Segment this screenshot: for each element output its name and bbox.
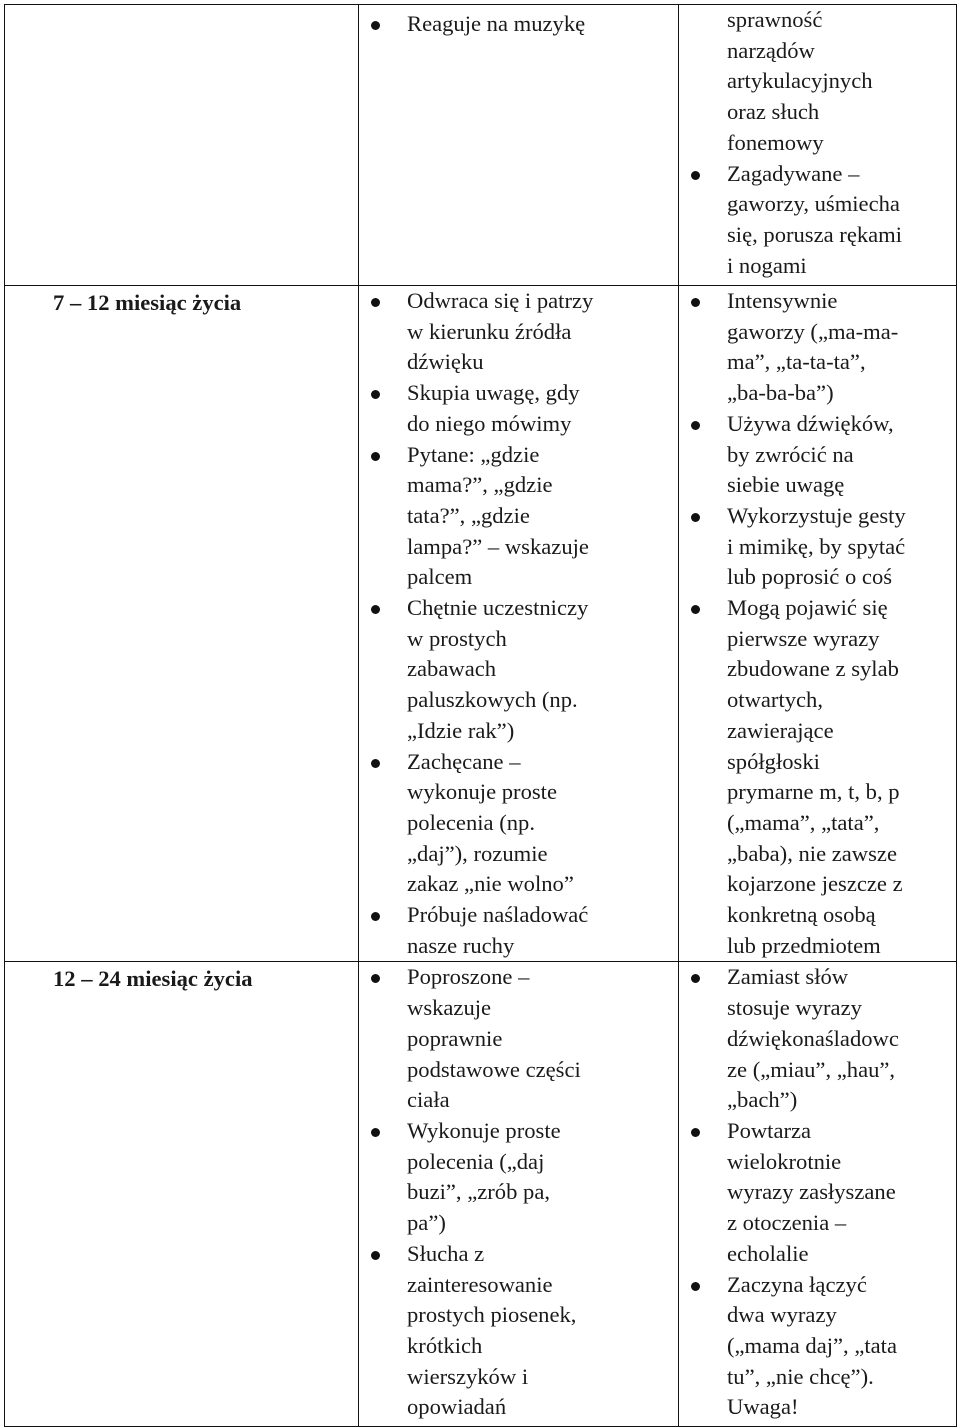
bullet-icon [371, 605, 380, 614]
text-line: kojarzone jeszcze z [727, 871, 903, 897]
text-line: Zagadywane – [727, 160, 860, 186]
text-line: by zwrócić na [727, 441, 854, 467]
text-line: fonemowy [727, 129, 824, 155]
text-line: stosuje wyrazy [727, 995, 862, 1021]
text-line: sprawność [727, 7, 823, 32]
text-line: wielokrotnie [727, 1148, 842, 1174]
text-line: tata?”, „gdzie [407, 502, 530, 528]
list-item [359, 9, 678, 40]
text-line: zbudowane z sylab [727, 656, 899, 682]
text-line: siebie uwagę [727, 472, 845, 498]
text-line: Słucha z [407, 1240, 485, 1266]
text-line: mama?”, „gdzie [407, 472, 553, 498]
text-line: nasze ruchy [407, 932, 515, 958]
list-item [679, 409, 956, 501]
text-line: gaworzy, uśmiecha [727, 191, 900, 217]
text-line: do niego mówimy [407, 410, 572, 436]
text-line: narządów [727, 37, 815, 63]
bullet-icon [691, 421, 700, 430]
bullet-icon [691, 1282, 700, 1291]
list-item [359, 962, 678, 1116]
text-line: zakaz „nie wolno” [407, 871, 574, 897]
text-line: Zachęcane – [407, 748, 521, 774]
text-line: Mogą pojawić się [727, 595, 888, 621]
text-line: („mama”, „tata”, [727, 809, 880, 835]
text-line: Uwaga! [727, 1394, 799, 1420]
text-line: artykulacyjnych [727, 68, 873, 94]
text-line: („mama daj”, „tata [727, 1332, 897, 1358]
age-label: 7 – 12 miesiąc życia [53, 290, 242, 315]
text-line: lub poprosić o coś [727, 564, 893, 590]
bullet-icon [691, 298, 700, 307]
text-line: otwartych, [727, 687, 823, 713]
age-label: 12 – 24 miesiąc życia [53, 966, 253, 992]
text-line: prostych piosenek, [407, 1302, 577, 1328]
text-line: Intensywnie [727, 288, 838, 313]
behaviors-list [359, 286, 678, 961]
text-line: Powtarza [727, 1117, 812, 1143]
speech-list [679, 286, 956, 961]
text-line: się, porusza rękami [727, 221, 903, 247]
bullet-icon [691, 1128, 700, 1137]
list-item [359, 286, 678, 378]
text-line: i mimikę, by spytać [727, 533, 906, 559]
text-line: „Idzie rak”) [407, 717, 515, 743]
text-line: Zaczyna łączyć [727, 1271, 867, 1297]
text-line: podstawowe części [407, 1056, 581, 1082]
speech-intro [679, 5, 956, 159]
bullet-icon [371, 390, 380, 399]
text-line: zainteresowanie [407, 1271, 553, 1297]
text-line: lub przedmiotem [727, 932, 881, 958]
text-line: Skupia uwagę, gdy [407, 380, 580, 406]
text-line: echolalie [727, 1240, 809, 1266]
text-line: poprawnie [407, 1025, 503, 1051]
text-line: „ba-ba-ba”) [727, 380, 834, 406]
speech-cell [679, 962, 957, 1427]
text-line: tu”, „nie chcę”). [727, 1363, 874, 1389]
text-line: paluszkowych (np. [407, 687, 578, 713]
text-line: opowiadań [407, 1394, 507, 1420]
text-line: i nogami [727, 252, 807, 278]
list-item [359, 1239, 678, 1423]
text-line: wyrazy zasłyszane [727, 1179, 896, 1205]
text-line: gaworzy („ma-ma- [727, 318, 899, 344]
list-item [679, 1270, 956, 1424]
list-item [359, 747, 678, 901]
text-line: „daj”), rozumie [407, 840, 548, 866]
text-line: pierwsze wyrazy [727, 625, 880, 651]
text-line: palcem [407, 564, 473, 590]
text-line: Próbuje naśladować [407, 902, 589, 928]
speech-cell [679, 286, 957, 962]
table-row [5, 286, 957, 962]
text-line: Chętnie uczestniczy [407, 595, 589, 621]
list-item [359, 593, 678, 747]
list-item [679, 1116, 956, 1270]
bullet-icon [691, 974, 700, 983]
text-line: dźwięku [407, 349, 484, 375]
text-line: prymarne m, t, b, p [727, 779, 900, 805]
text-line: Wykonuje proste [407, 1117, 561, 1143]
bullet-icon [691, 605, 700, 614]
text-line: „bach”) [727, 1087, 798, 1113]
text-line: w kierunku źródła [407, 318, 572, 344]
text-line: polecenia („daj [407, 1148, 545, 1174]
bullet-icon [371, 298, 380, 307]
text-line: dwa wyrazy [727, 1302, 837, 1328]
age-cell [5, 962, 359, 1427]
bullet-icon [371, 759, 380, 768]
text-line: Używa dźwięków, [727, 410, 894, 436]
text-line: ciała [407, 1087, 450, 1113]
text-line: konkretną osobą [727, 902, 876, 928]
text-line: w prostych [407, 625, 507, 651]
development-table [4, 4, 957, 1427]
text-line: spółgłoski [727, 748, 820, 774]
speech-list [679, 159, 956, 282]
text-line: krótkich [407, 1332, 483, 1358]
text-line: zabawach [407, 656, 497, 682]
list-item [679, 286, 956, 409]
list-item [359, 378, 678, 439]
list-item [679, 159, 956, 282]
text-line: Poproszone – [407, 964, 530, 990]
age-cell [5, 286, 359, 962]
age-label [5, 5, 358, 7]
text-line: zawierające [727, 717, 834, 743]
text-line: z otoczenia – [727, 1210, 847, 1236]
text-line: Odwraca się i patrzy [407, 288, 594, 313]
text-line: wskazuje [407, 995, 492, 1021]
bullet-icon [371, 1251, 380, 1260]
text-line: Zamiast słów [727, 964, 849, 990]
behaviors-cell [359, 286, 679, 962]
bullet-icon [371, 452, 380, 461]
behaviors-cell [359, 5, 679, 286]
text-line: „baba), nie zawsze [727, 840, 897, 866]
behaviors-list [359, 5, 678, 40]
text-line: lampa?” – wskazuje [407, 533, 589, 559]
age-cell [5, 5, 359, 286]
text-line: dźwiękonaśladowc [727, 1025, 899, 1051]
table-row [5, 962, 957, 1427]
list-item [679, 501, 956, 593]
list-item [359, 900, 678, 961]
text-line: Pytane: „gdzie [407, 441, 540, 467]
bullet-icon [691, 171, 700, 180]
bullet-icon [371, 912, 380, 921]
text-line: ze („miau”, „hau”, [727, 1056, 896, 1082]
text-line: ma”, „ta-ta-ta”, [727, 349, 866, 375]
bullet-icon [371, 1128, 380, 1137]
list-item [359, 440, 678, 594]
behavior-text: Reaguje na muzykę [407, 11, 586, 36]
behaviors-list [359, 962, 678, 1423]
speech-list [679, 962, 956, 1423]
text-line: wykonuje proste [407, 779, 557, 805]
speech-cell [679, 5, 957, 286]
behaviors-cell [359, 962, 679, 1427]
text-line: wierszyków i [407, 1363, 529, 1389]
list-item [679, 962, 956, 1116]
table-row [5, 5, 957, 286]
text-line: buzi”, „zrób pa, [407, 1179, 551, 1205]
text-line: oraz słuch [727, 99, 820, 125]
bullet-icon [371, 21, 380, 30]
bullet-icon [371, 974, 380, 983]
text-line: Wykorzystuje gesty [727, 502, 906, 528]
bullet-icon [691, 513, 700, 522]
text-line: pa”) [407, 1210, 446, 1236]
list-item [359, 1116, 678, 1239]
list-item [679, 593, 956, 961]
text-line: polecenia (np. [407, 809, 535, 835]
